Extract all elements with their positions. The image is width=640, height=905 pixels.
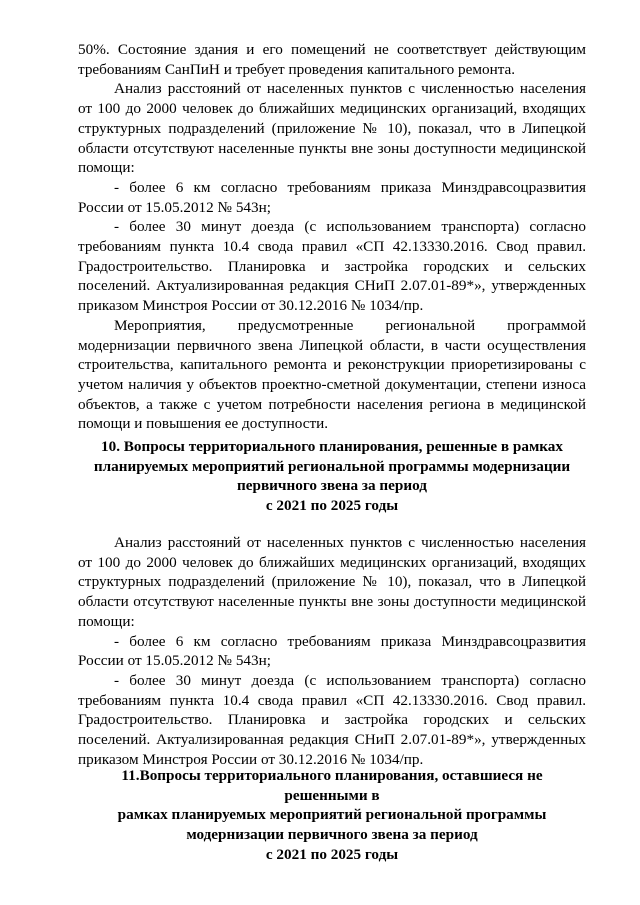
- list-item-30min: - более 30 минут доезда (с использованием транспорта) согласно требованиям пункта 10.4 свода правил «СП 42.13330.2016. Свод правил. Градостроительство. Планировка и застройка городских и сельских поселений. Актуализированная редакция СНиП 2.07.01-89*», утвержденных приказом Минстроя России от 30.12.2016 № 1034/пр.: [78, 218, 586, 315]
- paragraph-building-condition: 50%. Состояние здания и его помещений не соответствует действующим требованиям СанПиН и требует проведения капитального ремонта.: [78, 41, 586, 78]
- heading-line: 10. Вопросы территориального планирования, решенные в рамках: [101, 438, 563, 455]
- heading-line: с 2021 по 2025 годы: [265, 497, 399, 515]
- list-item-6km: - более 6 км согласно требованиям приказа Минздравсоцразвития России от 15.05.2012 № 543н;: [78, 178, 586, 216]
- section-9-continuation: [78, 40, 586, 434]
- list-item-6km: - более 6 км согласно требованиям приказа Минздравсоцразвития России от 15.05.2012 № 543н;: [78, 632, 586, 670]
- heading-line: модернизации первичного звена за период: [186, 826, 478, 844]
- heading-line: планируемых мероприятий региональной программы модернизации: [93, 457, 571, 475]
- section-11-heading: [78, 766, 586, 865]
- heading-line: 11.Вопросы территориального планирования, оставшиеся не решенными в: [121, 767, 543, 804]
- paragraph-measures: Мероприятия, предусмотренные региональной программой модернизации первичного звена Липецкой области, в части осуществления строительства, капитального ремонта и реконструкции приоретизированы с учетом наличия у объектов проектно-сметной документации, степени износа объектов, а также с учетом потребности населения региона в медицинской помощи и повышения ее доступности.: [78, 316, 586, 433]
- list-item-30min: - более 30 минут доезда (с использованием транспорта) согласно требованиям пункта 10.4 свода правил «СП 42.13330.2016. Свод правил. Градостроительство. Планировка и застройка городских и сельских поселений. Актуализированная редакция СНиП 2.07.01-89*», утвержденных приказом Минстроя России от 30.12.2016 № 1034/пр.: [78, 671, 586, 768]
- heading-line: первичного звена за период: [237, 477, 427, 495]
- paragraph-distance-analysis: Анализ расстояний от населенных пунктов с численностью населения от 100 до 2000 человек до ближайших медицинских организаций, входящих структурных подразделений (приложение № 10), показал, что в Липецкой области отсутствуют населенные пункты вне зоны доступности медицинской помощи:: [78, 534, 586, 630]
- section-10-heading: [78, 437, 586, 516]
- paragraph-distance-analysis: Анализ расстояний от населенных пунктов с численностью населения от 100 до 2000 человек до ближайших медицинских организаций, входящих структурных подразделений (приложение № 10), показал, что в Липецкой области отсутствуют населенные пункты вне зоны доступности медицинской помощи:: [78, 80, 586, 177]
- heading-line: с 2021 по 2025 годы: [265, 845, 399, 863]
- section-10-body: [78, 533, 586, 769]
- heading-line: рамках планируемых мероприятий региональной программы: [117, 806, 547, 824]
